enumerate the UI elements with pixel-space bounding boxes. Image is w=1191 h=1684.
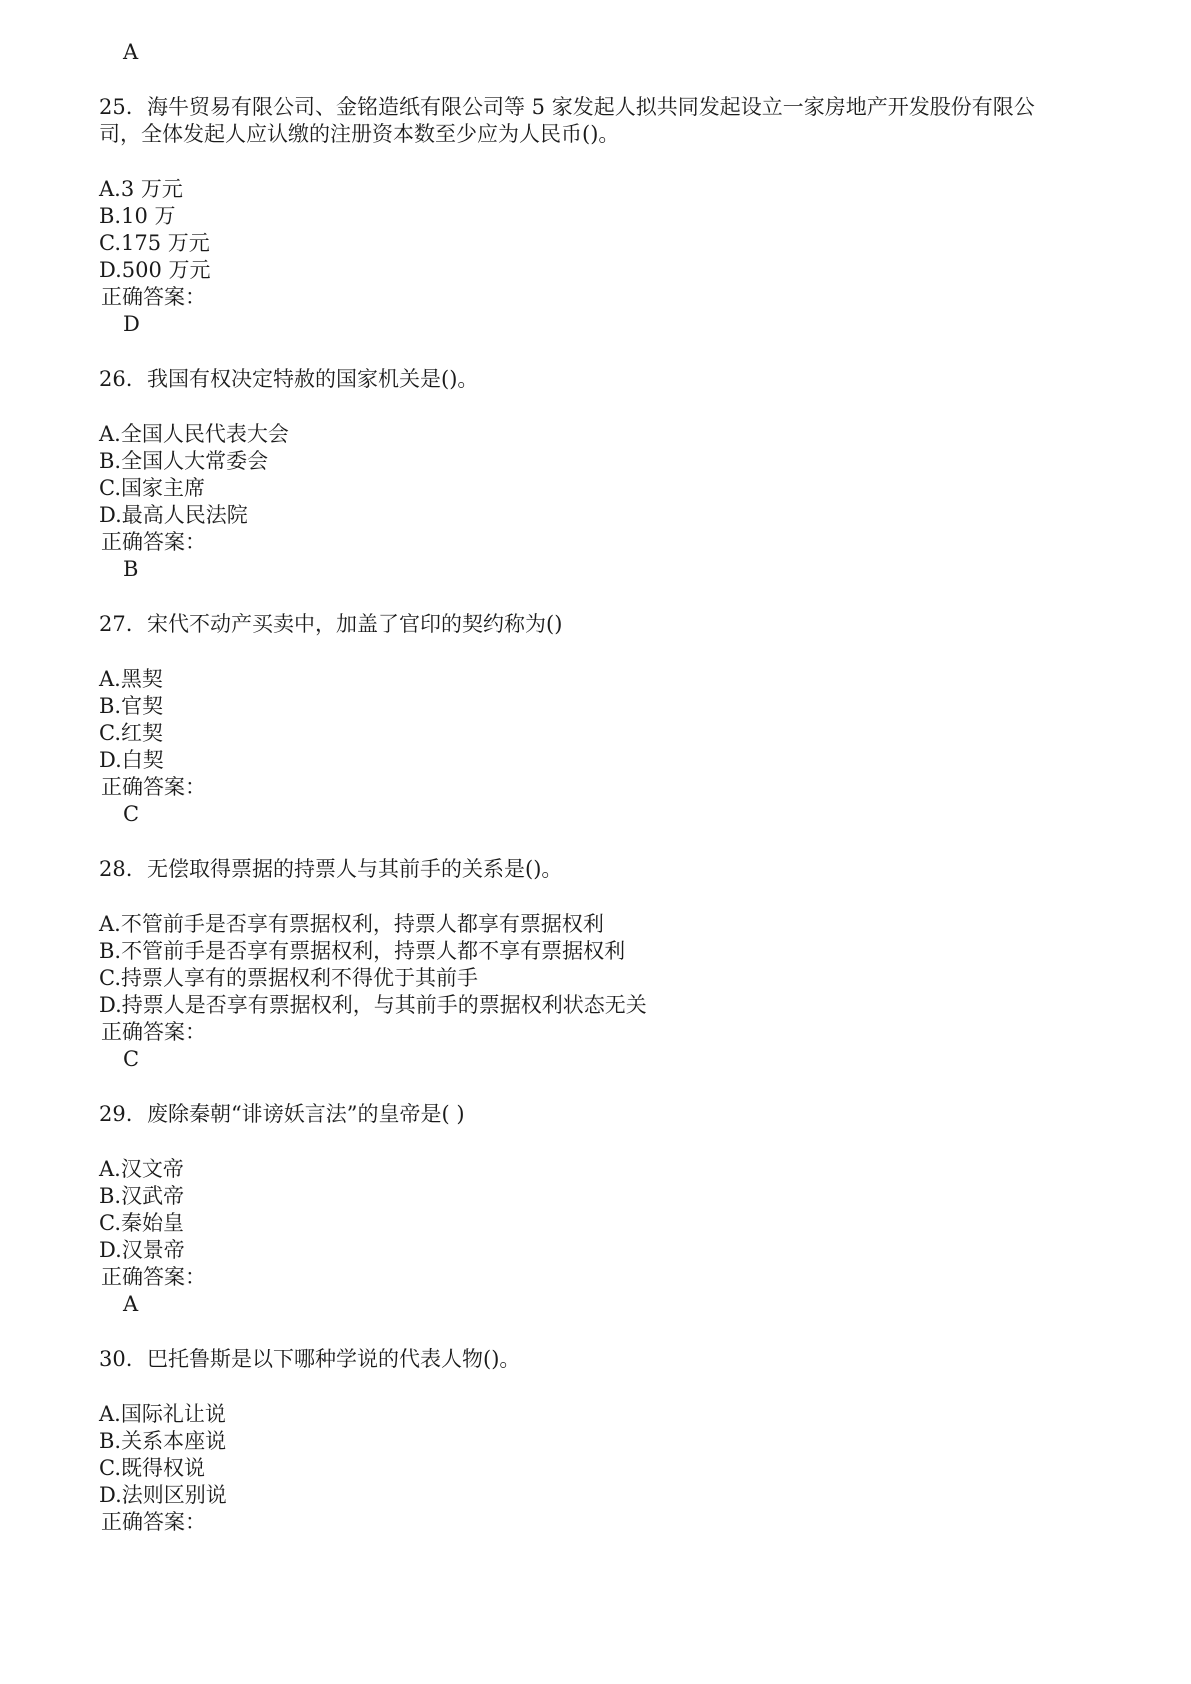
question-stem [99, 365, 478, 393]
question-number: 28. [99, 857, 133, 881]
option-b: B.汉武帝 [99, 1184, 185, 1208]
question-text: 废除秦朝“诽谤妖言法”的皇帝是( ) [147, 1102, 465, 1126]
option-b: B.关系本座说 [99, 1429, 227, 1453]
question-stem [99, 1100, 465, 1128]
option-a: A.3 万元 [99, 177, 183, 201]
question-number: 30. [99, 1347, 133, 1371]
answer-value: D [123, 312, 140, 336]
question-number: 29. [99, 1102, 133, 1126]
question-number: 25. [99, 95, 133, 119]
option-a: A.黑契 [99, 667, 163, 691]
question-text: 我国有权决定特赦的国家机关是()。 [147, 367, 479, 391]
question-number: 26. [99, 367, 133, 391]
question-stem [99, 855, 562, 883]
previous-answer: A [123, 40, 139, 64]
option-d: D.法则区别说 [99, 1483, 227, 1507]
option-c: C.175 万元 [99, 231, 210, 255]
answer-value: C [123, 1047, 140, 1071]
question-stem [99, 1345, 520, 1373]
question-number: 27. [99, 612, 133, 636]
answer-value: B [123, 557, 139, 581]
option-a: A.汉文帝 [99, 1157, 184, 1181]
option-a: A.国际礼让说 [99, 1402, 226, 1426]
option-c: C.持票人享有的票据权利不得优于其前手 [99, 966, 478, 990]
answer-label: 正确答案： [101, 1265, 206, 1289]
answer-label: 正确答案： [101, 1510, 206, 1534]
option-c: C.国家主席 [99, 476, 205, 500]
option-d: D.持票人是否享有票据权利，与其前手的票据权利状态无关 [99, 993, 647, 1017]
option-c: C.既得权说 [99, 1456, 205, 1480]
option-b: B.全国人大常委会 [99, 449, 269, 473]
question-text: 无偿取得票据的持票人与其前手的关系是()。 [147, 857, 563, 881]
answer-label: 正确答案： [101, 1020, 206, 1044]
option-a: A.全国人民代表大会 [99, 422, 289, 446]
question-text: 海牛贸易有限公司、金铭造纸有限公司等 5 家发起人拟共同发起设立一家房地产开发股份有限公 [147, 95, 1035, 119]
option-d: D.500 万元 [99, 258, 211, 282]
option-b: B.官契 [99, 694, 164, 718]
answer-label: 正确答案： [101, 775, 206, 799]
question-text: 巴托鲁斯是以下哪种学说的代表人物()。 [147, 1347, 521, 1371]
question-text: 宋代不动产买卖中，加盖了官印的契约称为() [147, 612, 563, 636]
option-a: A.不管前手是否享有票据权利，持票人都享有票据权利 [99, 912, 604, 936]
question-stem [99, 610, 562, 638]
option-c: C.秦始皇 [99, 1211, 184, 1235]
answer-label: 正确答案： [101, 530, 206, 554]
question-stem [99, 93, 1035, 121]
option-d: D.最高人民法院 [99, 503, 248, 527]
answer-value: A [123, 1292, 139, 1316]
answer-value: C [123, 802, 140, 826]
option-c: C.红契 [99, 721, 163, 745]
option-b: B.不管前手是否享有票据权利，持票人都不享有票据权利 [99, 939, 626, 963]
answer-label: 正确答案： [101, 285, 206, 309]
option-d: D.白契 [99, 748, 164, 772]
option-d: D.汉景帝 [99, 1238, 185, 1262]
question-text-continued: 司，全体发起人应认缴的注册资本数至少应为人民币()。 [99, 122, 620, 146]
option-b: B.10 万 [99, 204, 176, 228]
